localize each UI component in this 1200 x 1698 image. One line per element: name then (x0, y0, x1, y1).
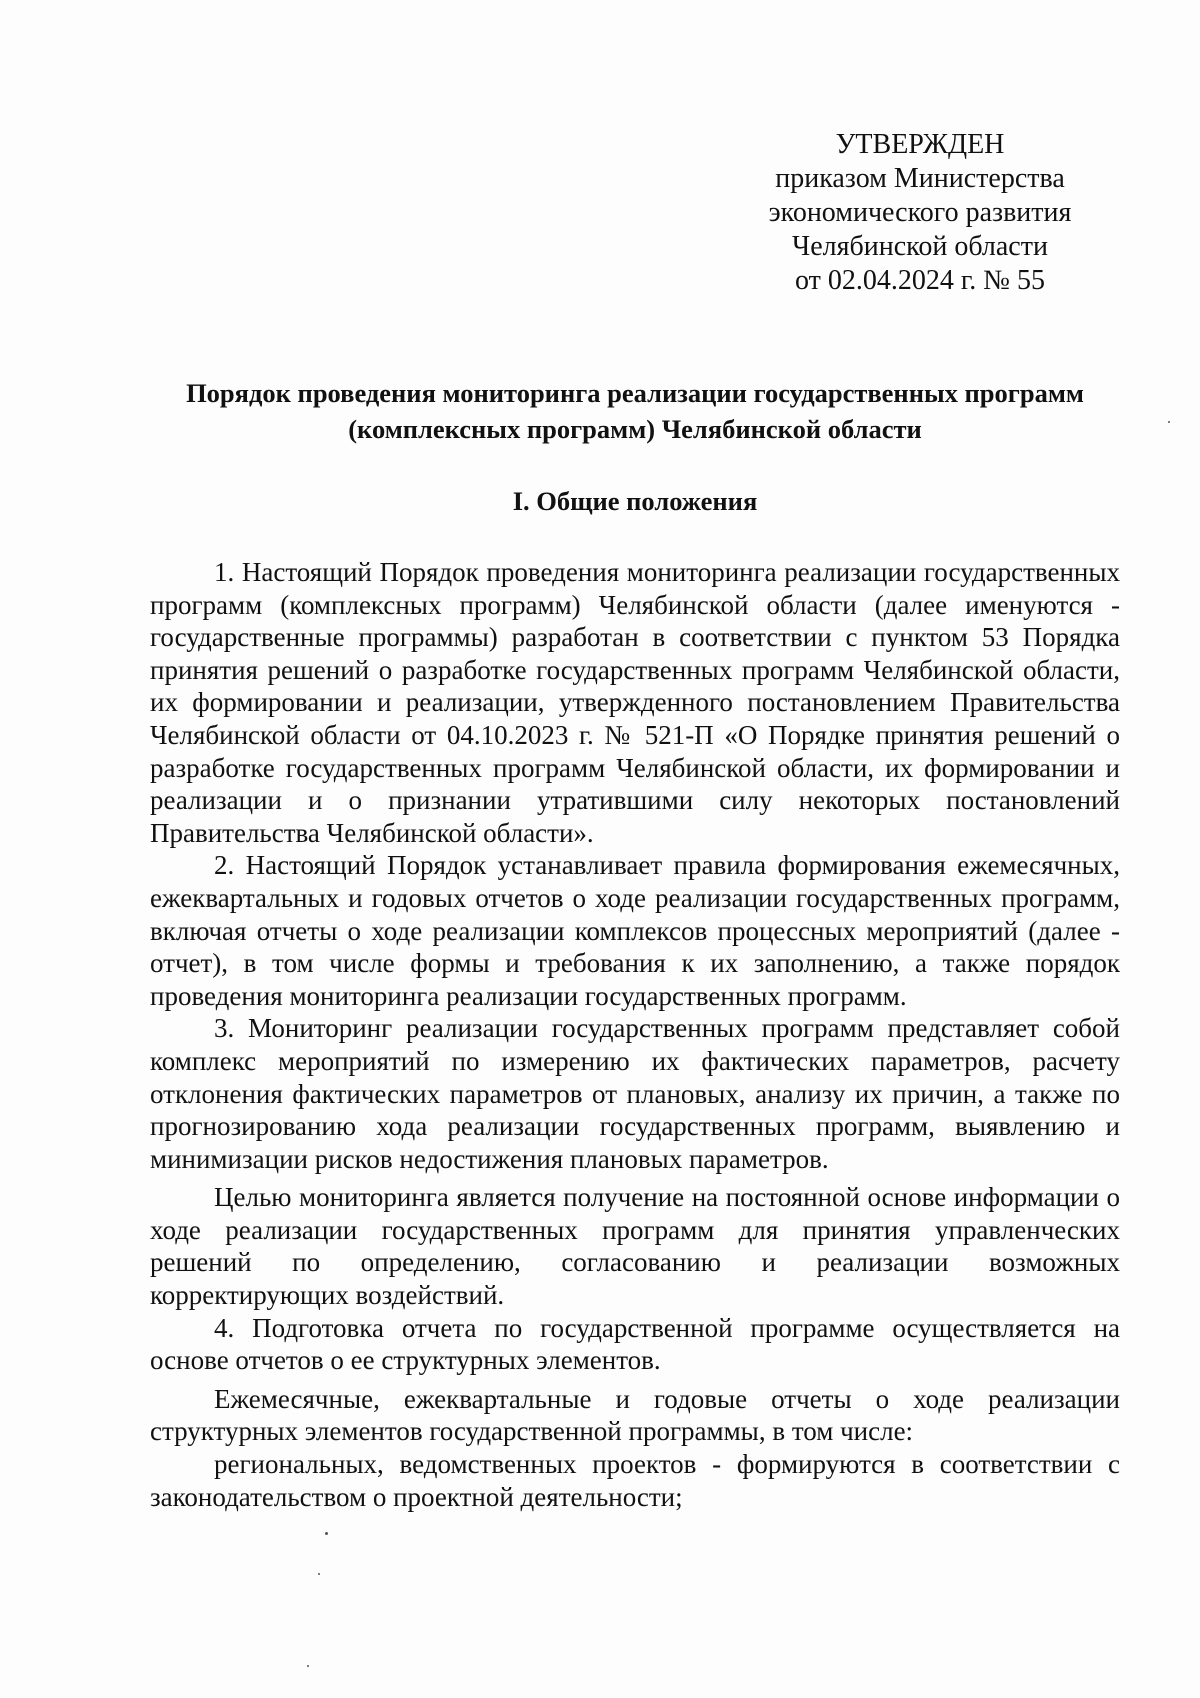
approval-ministry-line: экономического развития (768, 197, 1072, 228)
scan-speck (307, 1665, 309, 1667)
paragraph-4-projects: региональных, ведомственных проектов - формируются в соответствии с законодательством о проектной деятельности; (150, 1449, 1120, 1512)
document-title-line-1: Порядок проведения мониторинга реализации государственных программ (186, 378, 1084, 408)
approval-region-line: Челябинской области (792, 231, 1048, 262)
paragraph-4-reports: Ежемесячные, ежеквартальные и годовые отчеты о ходе реализации структурных элементов государственной программы, в том числе: (150, 1383, 1120, 1447)
paragraph-3-goal: Целью мониторинга является получение на постоянной основе информации о ходе реализации государственных программ для принятия управленческих решений по определению, согласованию и реализации возможных корректирующих воздействий. (150, 1182, 1120, 1311)
approval-status: УТВЕРЖДЕН (835, 129, 1005, 160)
scan-speck (325, 1532, 328, 1535)
document-body (150, 556, 1120, 1513)
approval-stamp-block (745, 128, 1095, 298)
document-title (150, 375, 1120, 447)
document-title-line-2: (комплексных программ) Челябинской области (348, 414, 922, 444)
paragraph-4: 4. Подготовка отчета по государственной программе осуществляется на основе отчетов о ее структурных элементов. (150, 1312, 1120, 1376)
approval-order-line: приказом Министерства (775, 163, 1065, 194)
scan-speck (1168, 421, 1170, 423)
scan-speck (318, 1573, 320, 1575)
paragraph-1: 1. Настоящий Порядок проведения мониторинга реализации государственных программ (комплексных программ) Челябинской области (далее именуются - государственные программы) разработан в соответствии с пунктом 53 Порядка принятия решений о разработке государственных программ Челябинской области, их формировании и реализации, утвержденного постановлением Правительства Челябинской области от 04.10.2023 г. № 521-П «О Порядке принятия решений о разработке государственных программ Челябинской области, их формировании и реализации и о признании утратившими силу некоторых постановлений Правительства Челябинской области». (150, 557, 1120, 848)
paragraph-3: 3. Мониторинг реализации государственных программ представляет собой комплекс мероприятий по измерению их фактических параметров, расчету отклонения фактических параметров от плановых, анализу их причин, а также по прогнозированию хода реализации государственных программ, выявлению и минимизации рисков недостижения плановых параметров. (150, 1013, 1120, 1174)
section-heading: I. Общие положения (512, 486, 758, 516)
approval-date-number: от 02.04.2024 г. № 55 (795, 265, 1045, 296)
paragraph-2: 2. Настоящий Порядок устанавливает правила формирования ежемесячных, ежеквартальных и годовых отчетов о ходе реализации государственных программ, включая отчеты о ходе реализации комплексов процессных мероприятий (далее - отчет), в том числе формы и требования к их заполнению, а также порядок проведения мониторинга реализации государственных программ. (150, 850, 1120, 1011)
